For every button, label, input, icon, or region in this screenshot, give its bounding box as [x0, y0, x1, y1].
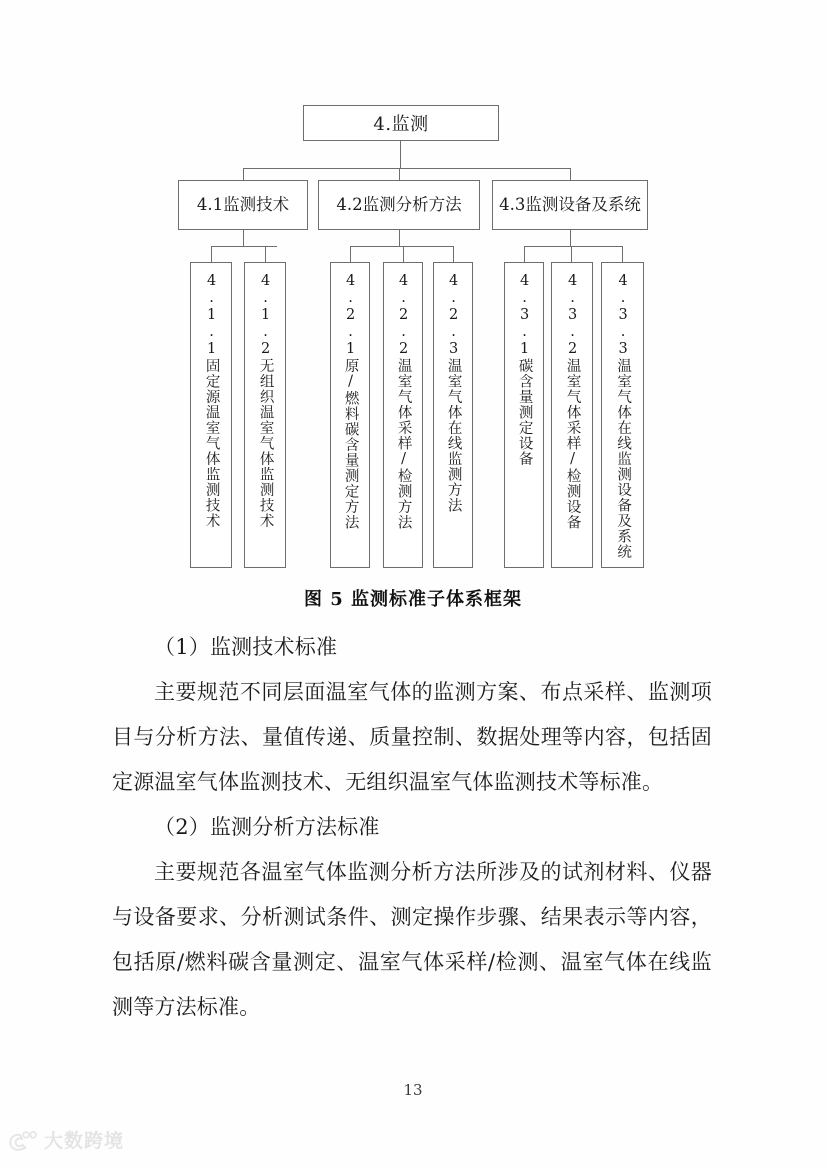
- connector-4-2-bus: [350, 246, 453, 247]
- tree-leaf-4-1-1-label: 4.1.1固定源温室气体监测技术: [203, 273, 220, 529]
- figure-caption: 图 5 监测标准子体系框架: [303, 589, 523, 610]
- tree-leaf-4-2-3-label: 4.2.3温室气体在线监测方法: [445, 273, 462, 513]
- tree-leaf-4-1-2: [244, 262, 286, 568]
- section-1-heading: （1）监测技术标准: [154, 635, 338, 659]
- connector-drop-4-3-1: [524, 246, 525, 262]
- tree-leaf-4-3-3-label: 4.3.3温室气体在线监测设备及系统: [615, 273, 632, 560]
- tree-node-4-1: [178, 180, 308, 230]
- connector-drop-4-3-3: [622, 246, 623, 262]
- watermark-text: 大数跨境: [44, 1129, 125, 1152]
- tree-leaf-4-2-3: [433, 262, 473, 568]
- tree-leaf-4-2-2: [383, 262, 423, 568]
- connector-4-3-bus: [524, 246, 623, 247]
- connector-drop-4-2-2: [403, 246, 404, 262]
- tree-leaf-4-1-2-label: 4.1.2无组织温室气体监测技术: [257, 273, 274, 529]
- connector-4-2-down: [399, 230, 400, 246]
- tree-node-4-1-label: 4.1监测技术: [196, 195, 290, 215]
- section-1-paragraph: 主要规范不同层面温室气体的监测方案、布点采样、监测项目与分析方法、量值传递、质量控制、数据处理等内容，包括固定源温室气体监测技术、无组织温室气体监测技术等标准。: [112, 680, 712, 794]
- tree-leaf-4-2-1-label: 4.2.1原/燃料碳含量测定方法: [342, 273, 359, 530]
- connector-level2-bus: [243, 168, 570, 169]
- brand-logo-icon: [8, 1128, 38, 1154]
- connector-drop-4-2-3: [453, 246, 454, 262]
- connector-4-1-down: [243, 230, 244, 246]
- connector-drop-4-1-1: [211, 246, 212, 262]
- tree-leaf-4-3-1: [504, 262, 544, 568]
- connector-drop-4-3-2: [571, 246, 572, 262]
- tree-node-root-label: 4.监测: [373, 114, 429, 135]
- tree-node-4-3: [492, 180, 648, 230]
- tree-node-4-3-label: 4.3监测设备及系统: [499, 195, 641, 215]
- tree-leaf-4-3-3: [601, 262, 644, 568]
- connector-drop-4-2-1: [350, 246, 351, 262]
- tree-leaf-4-3-1-label: 4.3.1碳含量测定设备: [516, 273, 533, 467]
- tree-node-4-2: [318, 180, 480, 230]
- watermark: [8, 1128, 124, 1154]
- section-2-paragraph: 主要规范各温室气体监测分析方法所涉及的试剂材料、仪器与设备要求、分析测试条件、测定操作步骤、结果表示等内容，包括原/燃料碳含量测定、温室气体采样/检测、温室气体在线监测等方法标准。: [112, 860, 712, 1019]
- tree-node-4-2-label: 4.2监测分析方法: [336, 195, 462, 215]
- tree-leaf-4-3-2-label: 4.3.2温室气体采样/检测设备: [564, 273, 581, 530]
- tree-leaf-4-1-1: [190, 262, 232, 568]
- connector-4-1-bus: [211, 246, 277, 247]
- section-2-heading: （2）监测分析方法标准: [154, 815, 380, 839]
- tree-leaf-4-2-2-label: 4.2.2温室气体采样/检测方法: [395, 273, 412, 530]
- page-number: 13: [403, 1081, 423, 1099]
- body-text-block: [112, 625, 712, 1030]
- tree-leaf-4-2-1: [330, 262, 370, 568]
- connector-drop-4-1-2: [265, 246, 266, 262]
- tree-leaf-4-3-2: [551, 262, 593, 568]
- connector-4-3-down: [570, 230, 571, 246]
- tree-node-root: [303, 105, 499, 141]
- connector-root-down: [400, 141, 401, 169]
